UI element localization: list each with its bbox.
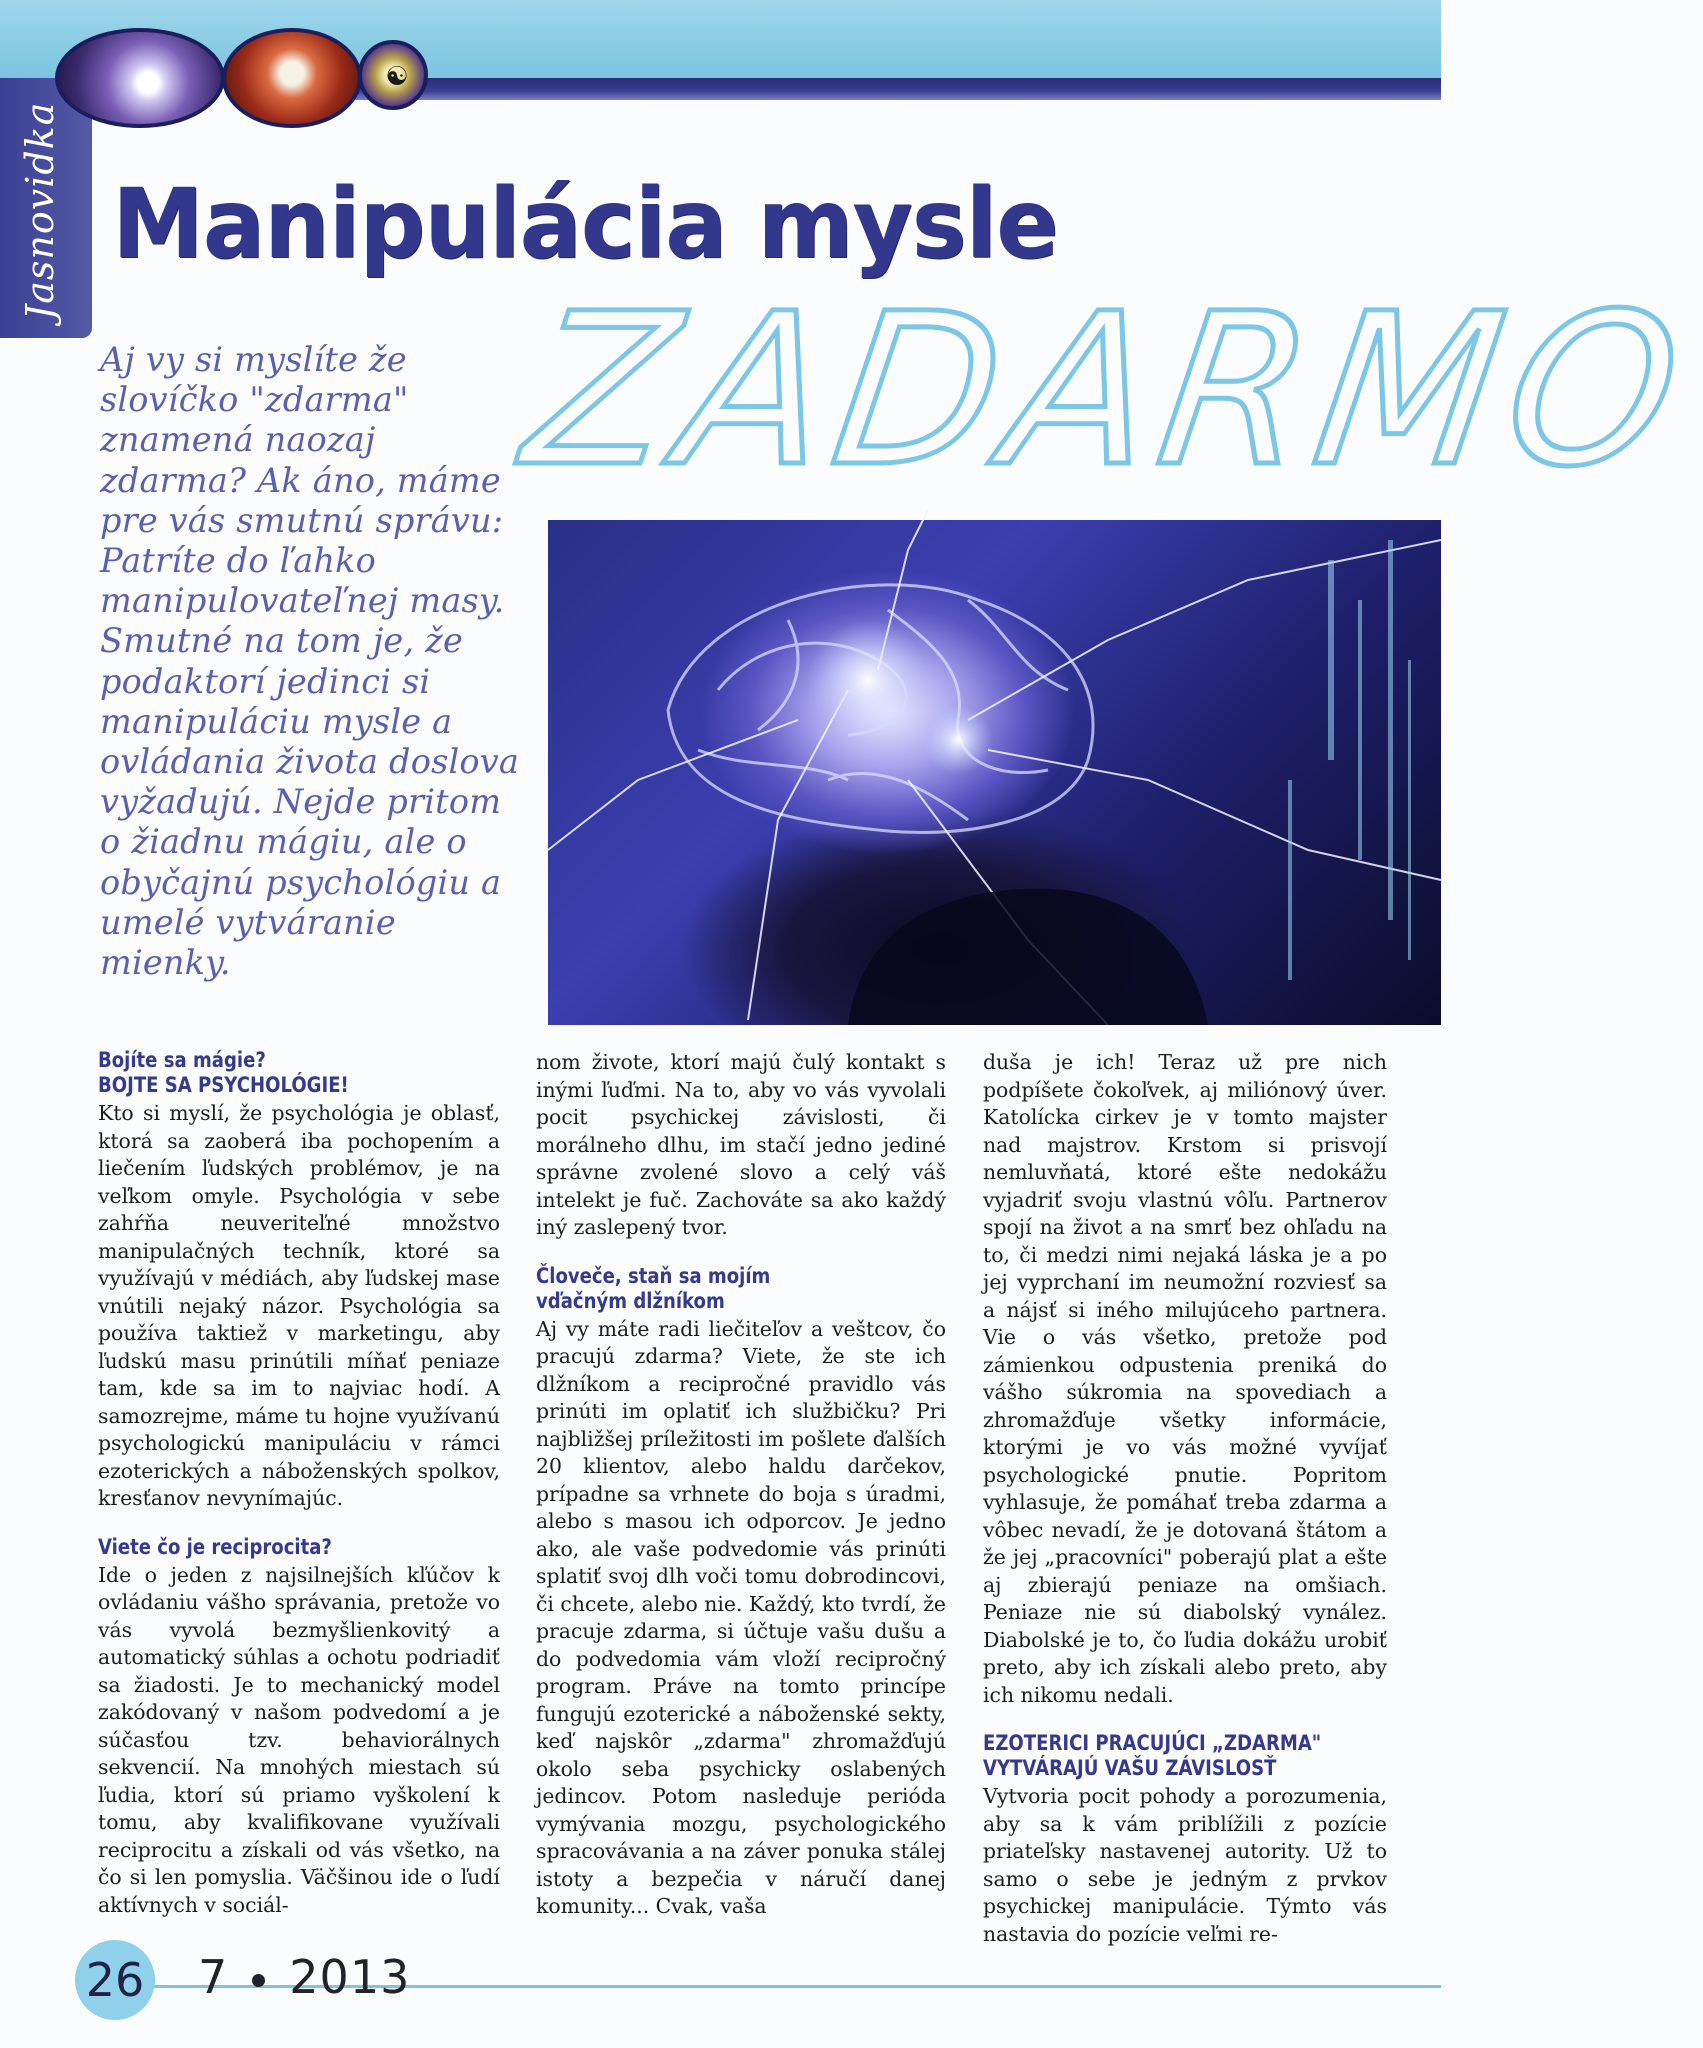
bullet-icon [252,1974,265,1987]
subheading-debtor-line1: Človeče, staň sa mojím [536,1263,771,1288]
column-1 [98,1048,500,1923]
header-rule [270,78,1441,100]
yin-yang-photo [358,40,428,110]
body-paragraph: Ide o jeden z najsilnejších kľúčov k ovládaniu vášho správania, pretože vo vás vyvolá bezmyšlienkovitý a automatický súhlas a ochotu podriadiť sa žiadosti. Je to mechanický model zakódovaný v našom podvedomí a je súčasťou tzv. behaviorálnych sekvencií. Na mnohých miestach sú ľudia, ktorí sú priamo vyškolení k tomu, aby kvalifikovane využívali reciprocitu a získali od vás všetko, na čo si len pomyslia. Väčšinou ide o ľudí aktívnych v sociál- [98,1562,500,1917]
subheading-esoterics [983,1731,1330,1781]
body-paragraph: Kto si myslí, že psychológia je oblasť, ktorá sa zaoberá iba pochopením a liečením ľudských problémov, je na veľkom omyle. Psychológia v sebe zahŕňa neuveriteľné množstvo manipulačných techník, ktoré sa využívajú v médiách, aby ľudskej mase vnútili nejaký názor. Psychológia sa používa taktiež v marketingu, aby ľudskú masu prinútili míňať peniaze tam, kde sa im to najviac hodí. A samozrejme, máme tu hojne využívanú psychologickú manipuláciu v rámci ezoterických a náboženských spolkov, kresťanov nevynímajúc. [98,1101,500,1510]
subheading-debtor [536,1264,889,1314]
page-number: 26 [75,1940,155,2020]
subheading-magic-line1: Bojíte sa mágie? [98,1048,266,1072]
column-3 [983,1049,1387,1952]
brain-illustration [548,520,1441,1025]
issue-info [198,1950,410,2004]
yin-yang-icon: ☯ [385,62,409,92]
subheading-debtor-line2: vďačným dlžníkom [536,1288,725,1313]
body-paragraph: duša je ich! Teraz už pre nich podpíšete čokoľvek, aj miliónový úver. Katolícka cirkev je v tomto majster nad majstrov. Krstom si prisvojí nemluvňatá, ktoré ešte nedokážu vyjadriť svoju vlastnú vôľu. Partnerov spojí na život a na smrť bez ohľadu na to, či medzi nimi nejaká láska je a po jej vyprchaní im neumožní rozviesť sa a nájsť si iného milujúceho partnera. Vie o vás všetko, pretože pod zámienkou odpustenia preniká do vášho súkromia na spovediach a zhromažďuje všetky informácie, ktorými je vo vás možné vyvíjať psychologické pnutie. Popritom vyhlasuje, že pomáhať treba zdarma a vôbec nevadí, že je dotovaná štátom a že jej „pracovníci" poberajú plat a ešte aj zbierajú peniaze na omšiach. Peniaze nie sú diabolský vynález. Diabolské je to, čo ľudia dokážu urobiť preto, aby ich získali alebo preto, aby ich nikomu nedali. [983,1050,1387,1707]
issue-number: 7 [198,1950,229,2004]
crystal-ball-photo [55,28,225,128]
subheading-reciprocity: Viete čo je reciprocita? [98,1534,332,1559]
subheading-magic-line2: BOJTE SA PSYCHOLÓGIE! [98,1073,349,1097]
column-2 [536,1049,946,1925]
subheading-esoterics-line1: EZOTERICI PRACUJÚCI „ZDARMA" [983,1731,1322,1755]
subheading-magic [98,1048,444,1098]
body-paragraph: Aj vy máte radi liečiteľov a veštcov, čo pracujú zdarma? Viete, že ste ich dlžníkom a recipročné pravidlo vás prinúti im oplatiť ich službičku? Pri najbližšej príležitosti im pošlete ďalších 20 klientov, alebo haldu darčekov, prípadne sa vrhnete do boja s úradmi, alebo s masou ich odporcov. Je jedno ako, ale vaše podvedomie vás prinúti splatiť svoj dlh voči tomu dobrodincovi, či chcete, alebo nie. Každý, kto tvrdí, že pracuje zdarma, si účtuje vašu dušu a do podvedomia vám vloží recipročný program. Práve na tomto princípe fungujú ezoterické a náboženské sekty, keď najskôr „zdarma" zhromažďujú okolo seba psychicky oslabených jedincov. Potom nasleduje perióda vymývania mozgu, psychologického spracovávania a na záver ponuka stálej istoty a bezpečia v náručí danej komunity... Cvak, vaša [536,1316,947,1918]
article-title: Manipulácia mysle [112,168,1058,280]
body-paragraph: Vytvoria pocit pohody a porozumenia, aby sa k vám priblížili z pozície priateľsky nastavenej autority. Už to samo o sebe je jedným z prvkov psychickej manipulácie. Týmto vás nastavia do pozície veľmi re- [983,1784,1387,1946]
issue-year: 2013 [289,1950,411,2004]
angel-photo [222,28,362,128]
body-paragraph: nom živote, ktorí majú čulý kontakt s inými ľuďmi. Na to, aby vo vás vyvolali pocit psychickej závislosti, či morálneho dlhu, im stačí jedno jediné správne zvolené slovo a celý váš intelekt je fuč. Zachováte sa ako každý iný zaslepený tvor. [536,1050,946,1239]
section-label: Jasnovidka [18,101,62,320]
brain-art [548,520,1441,1025]
zadarmo-lettering: ZADARMO [512,268,1703,513]
article-lead: Aj vy si myslíte že slovíčko "zdarma" znamená naozaj zdarma? Ak áno, máme pre vás smutnú správu: Patríte do ľahko manipulovateľnej masy. Smutné na tom je, že podaktorí jedinci si manipuláciu mysle a ovládania života doslova vyžadujú. Nejde pritom o žiadnu mágiu, ale o obyčajnú psychológiu a umelé vytváranie mienky. [100,340,520,983]
subheading-esoterics-line2: VYTVÁRAJÚ VAŠU ZÁVISLOSŤ [983,1756,1277,1780]
